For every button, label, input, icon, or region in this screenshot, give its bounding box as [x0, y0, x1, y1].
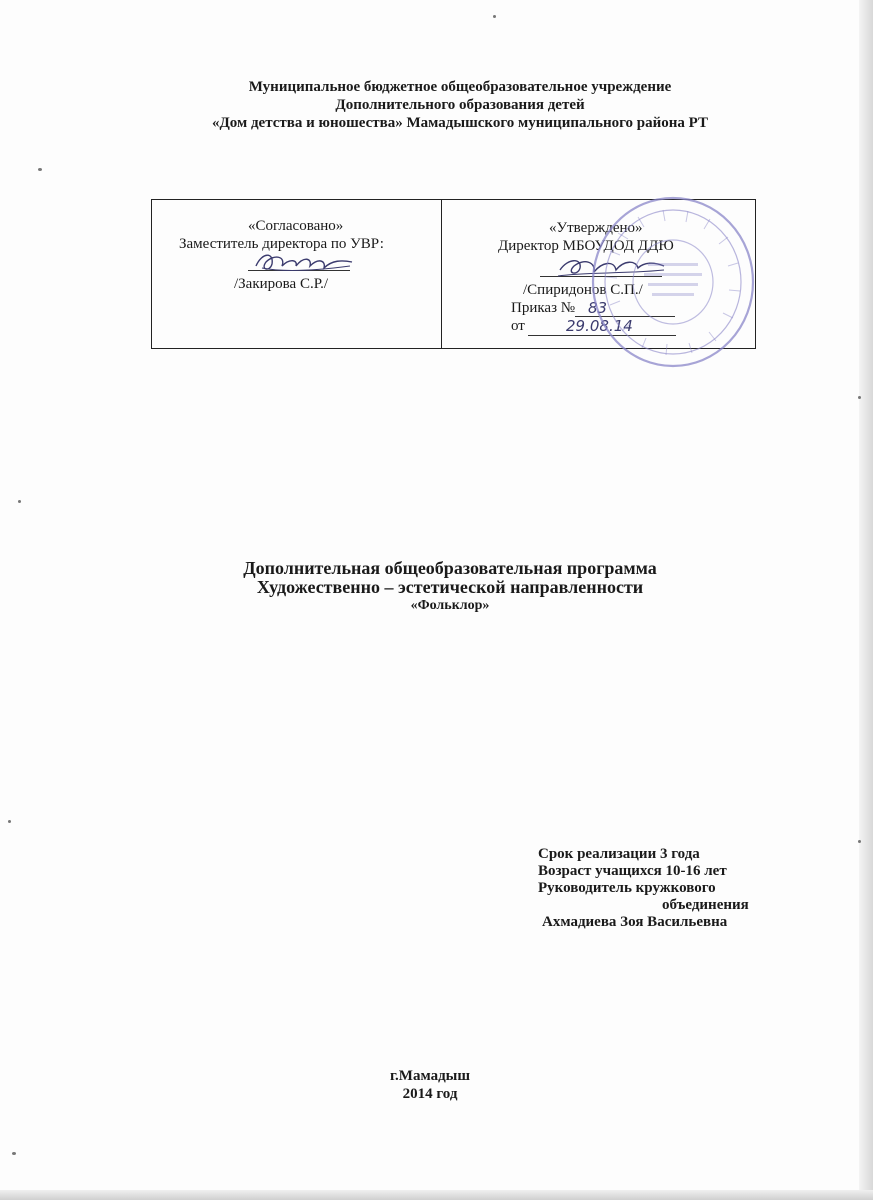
approved-name: /Спиридонов С.П./ — [523, 282, 643, 298]
implementation-term: Срок реализации 3 года — [538, 846, 700, 862]
order-label: Приказ № — [511, 300, 576, 316]
order-date: 29.08.14 — [566, 317, 633, 335]
approval-cell-agreed — [152, 200, 442, 348]
footer-year: 2014 год — [402, 1086, 458, 1102]
scan-speck — [858, 840, 861, 843]
program-title-block — [150, 559, 750, 615]
scan-speck — [12, 1152, 16, 1155]
agreed-position: Заместитель директора по УВР: — [179, 236, 384, 252]
approved-title: «Утверждено» — [549, 220, 643, 236]
approved-position: Директор МБОУДОД ДДЮ — [498, 238, 674, 254]
order-number: 83 — [588, 299, 608, 317]
date-label: от — [511, 318, 525, 334]
program-name: «Фольклор» — [410, 598, 490, 613]
footer-city: г.Мамадыш — [389, 1068, 471, 1084]
program-title-line-2: Художественно – эстетической направленности — [256, 577, 644, 597]
scan-speck — [8, 820, 11, 823]
scan-edge-right — [859, 0, 873, 1200]
header-line-1: Муниципальное бюджетное общеобразовательное учреждение — [248, 79, 672, 95]
leader-title-line-1: Руководитель кружкового — [538, 880, 716, 896]
scan-speck — [858, 396, 861, 399]
scan-speck — [493, 15, 496, 18]
header-line-2: Дополнительного образования детей — [335, 97, 585, 113]
agreed-name: /Закирова С.Р./ — [234, 276, 329, 292]
leader-title-line-2: объединения — [662, 897, 749, 913]
footer-place-year — [330, 1067, 530, 1103]
student-age: Возраст учащихся 10-16 лет — [538, 863, 727, 879]
leader-name: Ахмадиева Зоя Васильевна — [542, 914, 728, 930]
scan-speck — [38, 168, 42, 171]
scan-edge-bottom — [0, 1190, 873, 1200]
institution-header — [120, 78, 800, 132]
agreed-signature — [252, 246, 357, 276]
header-line-3: «Дом детства и юношества» Мамадышского муниципального района РТ — [211, 115, 709, 131]
program-details — [538, 846, 798, 931]
program-title-line-1: Дополнительная общеобразовательная программа — [243, 558, 657, 578]
official-seal — [588, 193, 758, 371]
scan-speck — [18, 500, 21, 503]
agreed-title: «Согласовано» — [248, 218, 344, 234]
